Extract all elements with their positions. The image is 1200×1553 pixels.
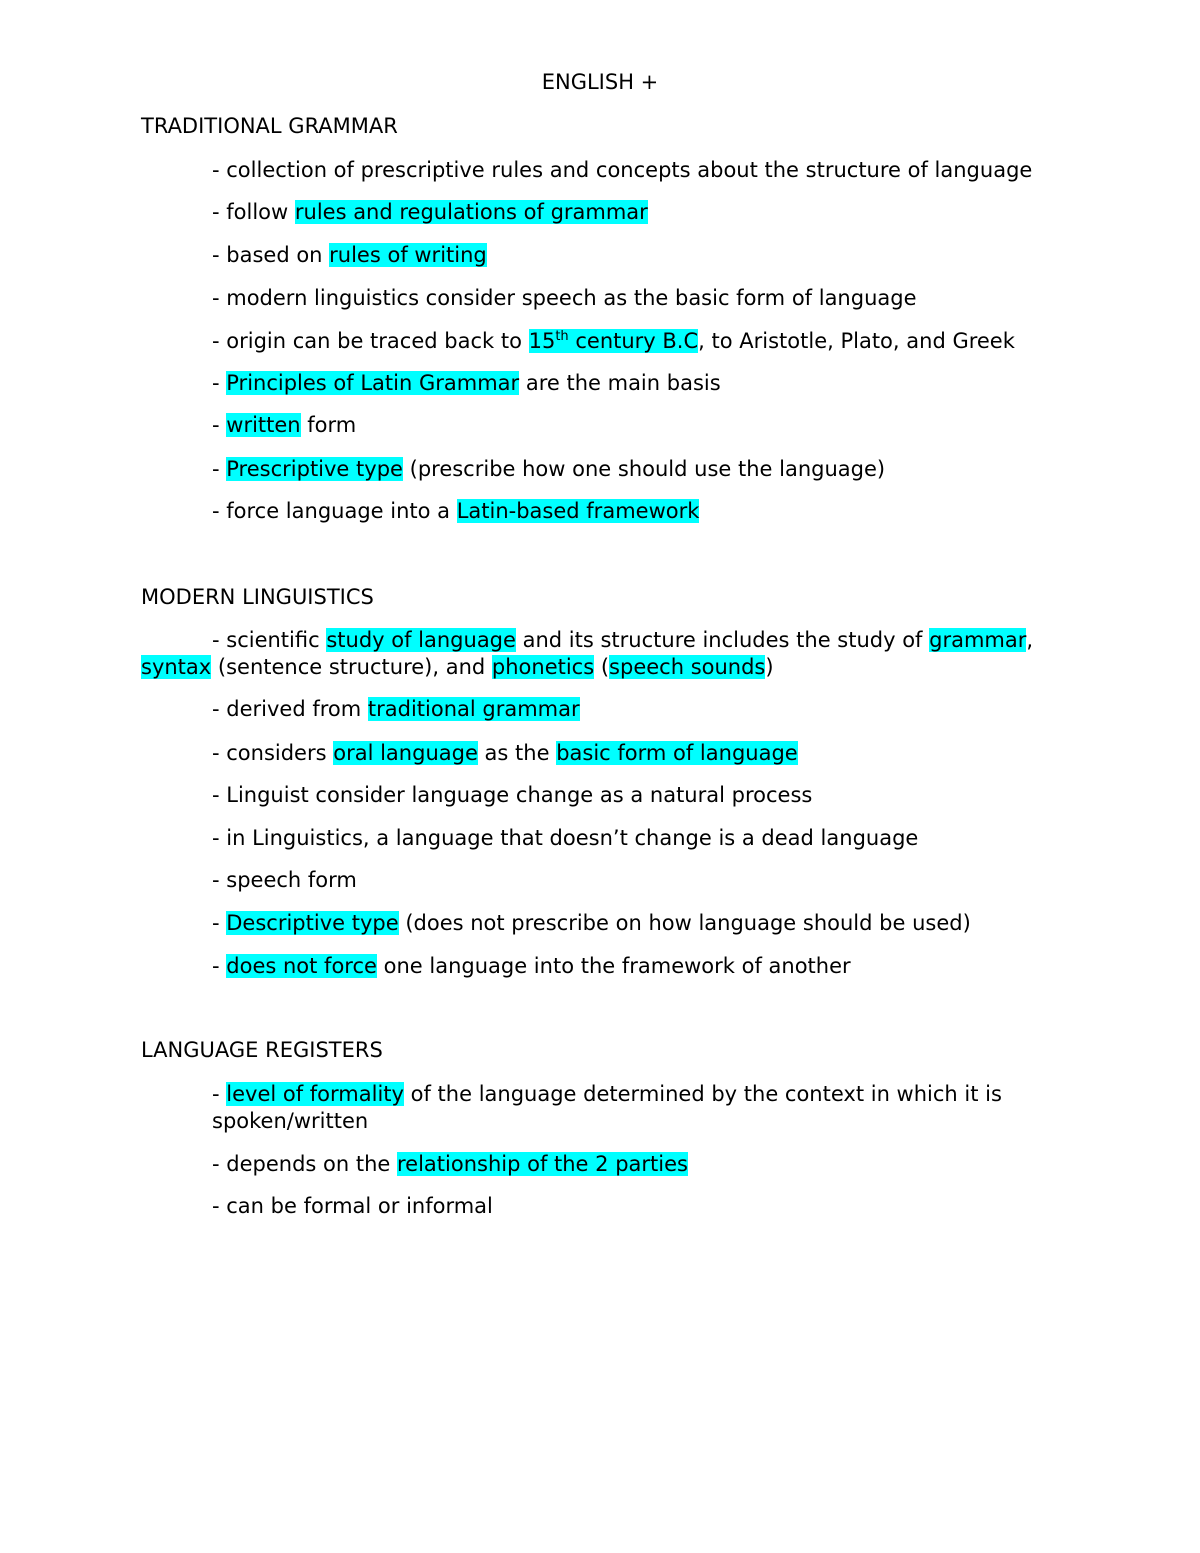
- highlighted-text: 15th century B.C: [528, 329, 699, 353]
- list-item: - Principles of Latin Grammar are the main basis: [212, 371, 721, 395]
- list-item: - speech form: [212, 868, 357, 892]
- list-item: - depends on the relationship of the 2 parties: [212, 1152, 688, 1176]
- list-item: - collection of prescriptive rules and concepts about the structure of language: [212, 158, 1033, 182]
- highlighted-text: does not force: [226, 954, 377, 978]
- highlighted-text: relationship of the 2 parties: [396, 1152, 688, 1176]
- highlighted-text: traditional grammar: [367, 697, 580, 721]
- list-item: - based on rules of writing: [212, 243, 487, 267]
- list-item: - considers oral language as the basic form of language: [212, 741, 798, 765]
- highlighted-text: basic form of language: [556, 741, 798, 765]
- list-item: - Descriptive type (does not prescribe on how language should be used): [212, 911, 971, 935]
- highlighted-text: Latin-based framework: [456, 499, 700, 523]
- highlighted-text: Descriptive type: [226, 911, 399, 935]
- highlighted-text: syntax: [141, 655, 212, 679]
- list-item: - Linguist consider language change as a natural process: [212, 783, 813, 807]
- highlighted-text: oral language: [333, 741, 478, 765]
- list-item: - does not force one language into the framework of another: [212, 954, 851, 978]
- list-item: - modern linguistics consider speech as the basic form of language: [212, 286, 917, 310]
- section-heading-language-registers: LANGUAGE REGISTERS: [141, 1038, 383, 1062]
- section-heading-traditional-grammar: TRADITIONAL GRAMMAR: [141, 114, 398, 138]
- list-item: - origin can be traced back to 15th century B.C, to Aristotle, Plato, and Greek: [212, 329, 1015, 353]
- highlighted-text: rules of writing: [329, 243, 487, 267]
- list-item: - scientific study of language and its structure includes the study of grammar, syntax (sentence structure), and phonetics (speech sounds): [141, 628, 1034, 679]
- list-item: - can be formal or informal: [212, 1194, 493, 1218]
- list-item: - Prescriptive type (prescribe how one should use the language): [212, 457, 886, 481]
- list-item: - force language into a Latin-based framework: [212, 499, 700, 523]
- document-title: ENGLISH +: [541, 70, 659, 94]
- highlighted-text: study of language: [326, 628, 516, 652]
- highlighted-text: Principles of Latin Grammar: [226, 371, 520, 395]
- highlighted-text: written: [226, 413, 301, 437]
- list-item: - in Linguistics, a language that doesn’t change is a dead language: [212, 826, 919, 850]
- list-item: - written form: [212, 413, 357, 437]
- list-item: - level of formality of the language determined by the context in which it is spoken/written: [212, 1082, 1002, 1133]
- highlighted-text: level of formality: [226, 1082, 404, 1106]
- list-item: - follow rules and regulations of grammar: [212, 200, 648, 224]
- section-heading-modern-linguistics: MODERN LINGUISTICS: [141, 585, 374, 609]
- highlighted-text: rules and regulations of grammar: [294, 200, 648, 224]
- highlighted-text: speech sounds: [609, 655, 766, 679]
- highlighted-text: Prescriptive type: [226, 457, 403, 481]
- superscript: th: [555, 329, 569, 344]
- highlighted-text: grammar: [929, 628, 1027, 652]
- highlighted-text: phonetics: [491, 655, 595, 679]
- list-item: - derived from traditional grammar: [212, 697, 580, 721]
